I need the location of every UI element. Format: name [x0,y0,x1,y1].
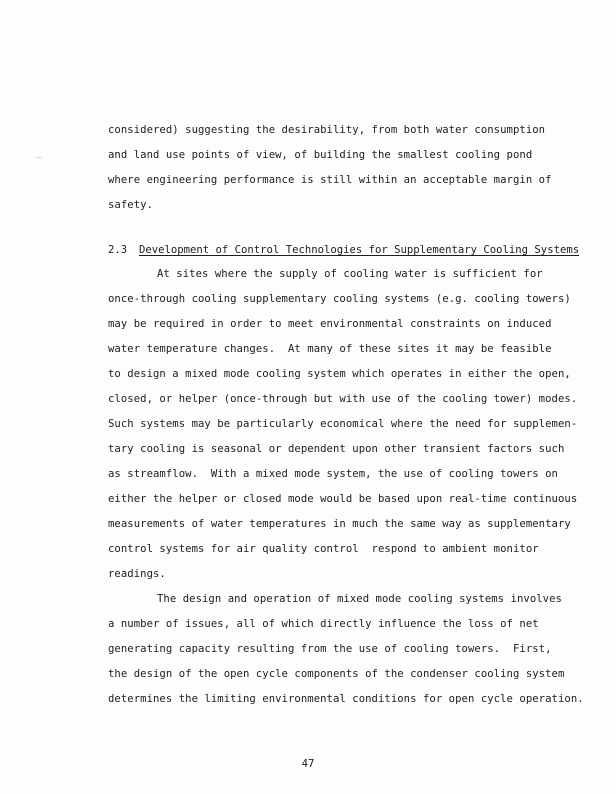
text-line: measurements of water temperatures in much the same way as supplementary [108,518,571,530]
text-line: generating capacity resulting from the use of cooling towers. First, [108,643,552,655]
text-line: where engineering performance is still within an acceptable margin of [108,174,552,186]
section-title: Development of Control Technologies for Supplementary Cooling Systems [139,244,580,256]
text-line: readings. [108,568,166,580]
section-number: 2.3 [108,244,128,256]
text-line: tary cooling is seasonal or dependent upon other transient factors such [108,443,565,455]
text-line: water temperature changes. At many of these sites it may be feasible [108,343,552,355]
text-line: either the helper or closed mode would be based upon real-time continuous [108,493,578,505]
text-line: the design of the open cycle components of the condenser cooling system [108,668,565,680]
text-line: determines the limiting environmental conditions for open cycle operation. [108,693,584,705]
text-line: control systems for air quality control respond to ambient monitor [108,543,539,555]
text-line: may be required in order to meet environmental constraints on induced [108,318,552,330]
text-line: The design and operation of mixed mode cooling systems involves [157,593,562,605]
text-line: At sites where the supply of cooling water is sufficient for [157,268,543,280]
page-number: 47 [301,758,315,770]
text-line: as streamflow. With a mixed mode system, the use of cooling towers on [108,468,558,480]
text-line: Such systems may be particularly economical where the need for supplemen- [108,418,578,430]
text-line: once-through cooling supplementary cooling systems (e.g. cooling towers) [108,293,571,305]
text-line: closed, or helper (once-through but with use of the cooling tower) modes. [108,393,578,405]
text-line: a number of issues, all of which directly influence the loss of net [108,618,539,630]
text-line: and land use points of view, of building the smallest cooling pond [108,149,533,161]
text-line: to design a mixed mode cooling system which operates in either the open, [108,368,571,380]
scan-artifact [36,157,42,158]
text-line: considered) suggesting the desirability, from both water consumption [108,124,546,136]
text-line: safety. [108,199,153,211]
